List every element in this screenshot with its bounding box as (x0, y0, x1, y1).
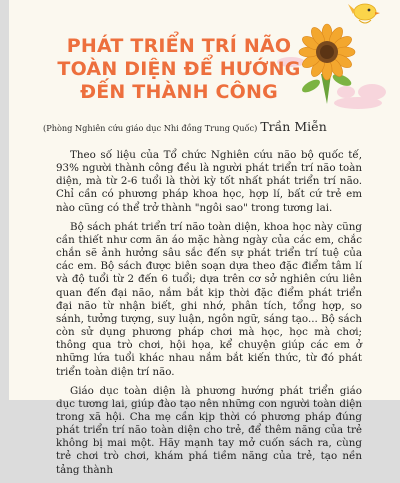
paragraph-2: Bộ sách phát triển trí não toàn diện, khoa học này cũng cần thiết như cơm ăn áo mặc hàng ngày của các em, chắc chắn sẽ ảnh hưởng sâu sắc đến sự phát triển trí tuệ của các em. Bộ sách được biên soạn dựa theo đặc điểm tâm lí và độ tuổi từ 2 đến 6 tuổi; dựa trên cơ sở nghiên cứu liên quan đến đại não, nắm bắt kịp thời đặc điểm phát triển đại não từ nhận biết, ghi nhớ, phân tích, tổng hợp, so sánh, tưởng tượng, suy luận, ngôn ngữ, sáng tạo... Bộ sách còn sử dụng phương pháp chơi mà học, học mà chơi; thông qua trò chơi, hội họa, kể chuyện giúp các em ở những lứa tuổi khác nhau nắm bắt kiến thức, từ đó phát triển toàn diện trí não. (56, 220, 362, 378)
byline (43, 116, 327, 135)
paragraph-1: Theo số liệu của Tổ chức Nghiên cứu não bộ quốc tế, 93% người thành công đều là người phát triển trí não toàn diện, mà từ 2-6 tuổi là thời kỳ tốt nhất phát triển trí não. Chỉ cần có phương pháp khoa học, hợp lí, bất cứ trẻ em nào cũng có thể trở thành "ngôi sao" trong tương lai. (56, 149, 362, 214)
bird-icon (348, 4, 380, 23)
paragraph-3: Giáo dục toàn diện là phương hướng phát triển giáo dục tương lai, giúp đào tạo nên những con người toàn diện trong xã hội. Cha mẹ cần kịp thời có phương pháp đúng phát triển trí não toàn diện cho trẻ, để thêm năng của trẻ không bị mai một. Hãy mạnh tay mở cuốn sách ra, cùng trẻ chơi trò chơi, khám phá tiềm năng của trẻ, tạo nền tảng thành (56, 384, 362, 476)
article-title-line-3: ĐẾN THÀNH CÔNG (80, 81, 278, 103)
article-title-line-2: TOÀN DIỆN ĐỂ HƯỚNG (57, 58, 301, 80)
document-page (9, 0, 400, 476)
sunflower-icon (299, 24, 355, 80)
article-title-line-1: PHÁT TRIỂN TRÍ NÃO (66, 35, 292, 57)
article-body (56, 149, 362, 483)
byline-organization: (Phòng Nghiên cứu giáo dục Nhi đồng Trung Quốc) (43, 123, 258, 133)
byline-author: Trần Miễn (260, 119, 327, 134)
